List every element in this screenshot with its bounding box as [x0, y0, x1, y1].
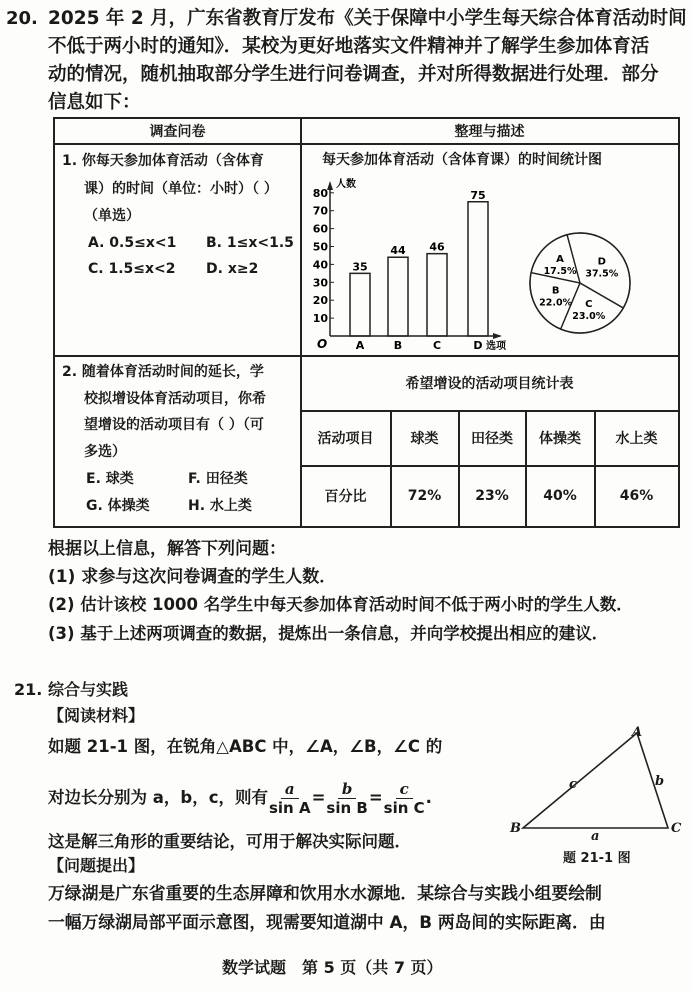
fraction-a: $\frac{a}{\text{sin A}}$	[268, 780, 311, 817]
q21-section-reading: 【阅读材料】	[48, 706, 145, 725]
bar-chart-title: 每天参加体育活动（含体育课）的时间统计图	[322, 152, 602, 168]
q21-section-problem: 【问题提出】	[48, 856, 145, 875]
pie-slice-percent: 22.0%	[539, 297, 573, 309]
stat-header: 水上类	[615, 431, 658, 447]
q21-title: 综合与实践	[48, 680, 129, 699]
stat-header: 体操类	[539, 431, 581, 447]
bar-value-label: 75	[470, 188, 486, 202]
bar-D	[468, 202, 488, 336]
q21-line2: 对边长分别为 a，b，c，则有 $\frac{a}{\text{sin A}}$ = $\frac{b}{\text{sin B}}$ = $\frac{c}{\text{sin C}}$ .	[48, 780, 432, 817]
pie-slice-label: D	[597, 256, 606, 268]
x-tick-label: A	[355, 339, 365, 352]
vertex-b-label: B	[510, 821, 521, 836]
survey1-line: 课）的时间（单位：小时）（ ）	[84, 181, 278, 197]
side-b-label: b	[655, 774, 665, 789]
figure-caption: 题 21-1 图	[563, 851, 631, 866]
y-tick-label: 30	[312, 276, 328, 290]
q20-number: 20.	[6, 8, 38, 29]
stat-header: 田径类	[471, 431, 513, 447]
side-a-label: a	[591, 829, 600, 844]
q21-line1: 如题 21-1 图，在锐角△ABC 中，∠A，∠B，∠C 的	[48, 737, 443, 756]
stat-header: 活动项目	[317, 431, 374, 447]
pie-slice-percent: 23.0%	[572, 311, 606, 323]
q20-question-3: (3) 基于上述两项调查的数据，提炼出一条信息，并向学校提出相应的建议．	[48, 624, 609, 643]
x-tick-label: B	[393, 339, 403, 352]
vertex-c-label: C	[671, 821, 682, 836]
survey2-line: 2. 随着体育活动时间的延长，学	[62, 364, 264, 380]
y-tick-label: 70	[312, 204, 328, 218]
survey1-line: 1. 你每天参加体育活动（含体育	[62, 153, 264, 169]
header-description: 整理与描述	[454, 124, 525, 140]
q21-line5: 一幅万绿湖局部平面示意图，现需要知道湖中 A，B 两岛间的实际距离．由	[48, 912, 606, 932]
q20-prompt: 根据以上信息，解答下列问题：	[48, 539, 286, 559]
header-survey: 调查问卷	[149, 124, 206, 140]
q21-number: 21.	[14, 680, 43, 699]
bar-value-label: 44	[390, 244, 406, 258]
stat-value: 72%	[407, 488, 442, 504]
q20-line: 2025 年 2 月，广东省教育厅发布《关于保障中小学生每天综合体育活动时间	[48, 8, 687, 29]
fraction-c: $\frac{c}{\text{sin C}}$	[383, 780, 425, 817]
survey2-option-h: H. 水上类	[188, 498, 252, 514]
y-tick-label: 60	[312, 222, 328, 236]
survey1-option-d: D. x≥2	[206, 261, 259, 277]
x-tick-label: C	[432, 339, 442, 352]
survey2-line: 校拟增设体育活动项目，你希	[84, 391, 266, 407]
pie-slice-label: A	[556, 254, 564, 266]
y-tick-label: 50	[312, 240, 328, 254]
y-tick-label: 20	[312, 294, 328, 308]
vertex-a-label: A	[632, 725, 643, 740]
survey1-line: （单选）	[84, 208, 140, 224]
triangle-abc	[523, 733, 668, 828]
survey2-option-g: G. 体操类	[86, 498, 150, 514]
x-axis-arrow	[493, 333, 502, 339]
q21-line2-prefix: 对边长分别为 a，b，c，则有	[48, 788, 268, 807]
y-tick-label: 80	[312, 186, 328, 200]
pie-slice-label: B	[551, 285, 560, 297]
survey2-option-e: E. 球类	[86, 471, 134, 487]
bar-A	[350, 273, 370, 336]
pie-slice-label: C	[585, 299, 593, 311]
q20-line: 不低于两小时的通知》．某校为更好地落实文件精神并了解学生参加体育活	[48, 36, 650, 57]
survey1-option-b: B. 1≤x<1.5	[206, 235, 294, 251]
origin-label: O	[317, 337, 328, 351]
x-tick-label: D	[473, 339, 483, 352]
fraction-b: $\frac{b}{\text{sin B}}$	[326, 780, 368, 817]
stat-table-title: 希望增设的活动项目统计表	[405, 376, 574, 392]
q20-line: 信息如下：	[48, 92, 141, 113]
survey2-line: 多选）	[84, 444, 126, 460]
q21-line4: 万绿湖是广东省重要的生态屏障和饮用水水源地．某综合与实践小组要绘制	[48, 883, 602, 903]
survey1-option-c: C. 1.5≤x<2	[88, 261, 176, 277]
q20-question-2: (2) 估计该校 1000 名学生中每天参加体育活动时间不低于两小时的学生人数．	[48, 595, 633, 614]
bar-B	[388, 257, 408, 336]
bar-value-label: 46	[429, 240, 445, 254]
stat-value: 40%	[543, 488, 577, 504]
stat-value: 百分比	[324, 489, 367, 505]
side-c-label: c	[569, 777, 577, 792]
y-axis-label: 人数	[336, 179, 356, 190]
x-axis-label: 选项	[486, 341, 506, 352]
pie-slice-percent: 17.5%	[543, 266, 577, 278]
q21-line3: 这是解三角形的重要结论，可用于解决实际问题．	[48, 832, 411, 851]
page-footer: 数学试题 第 5 页（共 7 页）	[222, 958, 443, 977]
survey2-line: 望增设的活动项目有（ ）（可	[84, 417, 264, 433]
stat-header: 球类	[410, 431, 439, 447]
bar-value-label: 35	[352, 260, 368, 274]
q20-question-1: (1) 求参与这次问卷调查的学生人数．	[48, 567, 337, 587]
y-tick-label: 40	[312, 258, 328, 272]
stat-value: 23%	[475, 488, 509, 504]
bar-C	[427, 254, 447, 336]
stat-value: 46%	[619, 488, 654, 504]
survey2-option-f: F. 田径类	[188, 471, 248, 487]
survey1-option-a: A. 0.5≤x<1	[88, 235, 177, 251]
q20-line: 动的情况，随机抽取部分学生进行问卷调查，并对所得数据进行处理．部分	[48, 64, 659, 85]
pie-slice-percent: 37.5%	[585, 268, 619, 280]
y-tick-label: 10	[312, 312, 328, 326]
